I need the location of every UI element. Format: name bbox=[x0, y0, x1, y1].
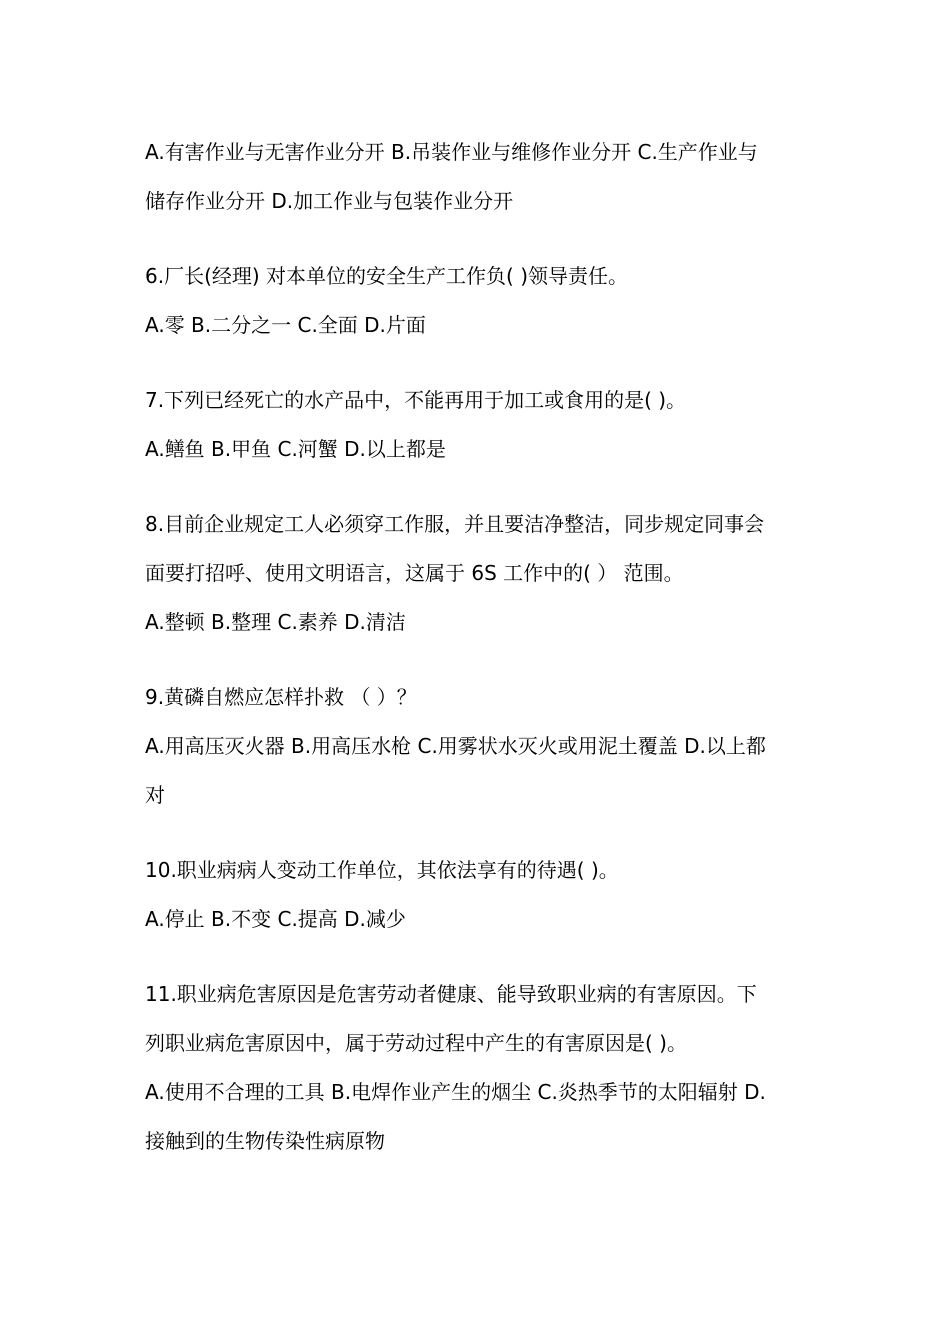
question-10 bbox=[145, 846, 810, 944]
question-text: 9.黄磷自燃应怎样扑救 （ ）？ bbox=[145, 685, 417, 709]
question-options: A.停止 B.不变 C.提高 D.减少 bbox=[145, 907, 406, 931]
question-7 bbox=[145, 376, 810, 474]
question-9 bbox=[145, 673, 810, 820]
question-options: A.鳝鱼 B.甲鱼 C.河蟹 D.以上都是 bbox=[145, 437, 446, 461]
question-options: A.整顿 B.整理 C.素养 D.清洁 bbox=[145, 610, 406, 634]
question-options: 对 bbox=[145, 783, 165, 807]
question-text: 面要打招呼、使用文明语言，这属于 6S 工作中的( ） 范围。 bbox=[145, 561, 684, 585]
question-text: 6.厂长(经理) 对本单位的安全生产工作负( )领导责任。 bbox=[145, 264, 629, 288]
question-text: 7.下列已经死亡的水产品中，不能再用于加工或食用的是( )。 bbox=[145, 388, 687, 412]
question-options: 接触到的生物传染性病原物 bbox=[145, 1129, 385, 1153]
question-6 bbox=[145, 252, 810, 350]
question-text: 11.职业病危害原因是危害劳动者健康、能导致职业病的有害原因。下 bbox=[145, 982, 757, 1006]
question-8 bbox=[145, 500, 810, 647]
question-11 bbox=[145, 970, 810, 1166]
question-options: A.使用不合理的工具 B.电焊作业产生的烟尘 C.炎热季节的太阳辐射 D. bbox=[145, 1080, 766, 1104]
question-options: A.零 B.二分之一 C.全面 D.片面 bbox=[145, 313, 426, 337]
question-text: 8.目前企业规定工人必须穿工作服，并且要洁净整洁，同步规定同事会 bbox=[145, 512, 765, 536]
question-text: 10.职业病病人变动工作单位，其依法享有的待遇( )。 bbox=[145, 858, 619, 882]
text-line: A.有害作业与无害作业分开 B.吊装作业与维修作业分开 C.生产作业与 bbox=[145, 140, 758, 164]
question-text: 列职业病危害原因中，属于劳动过程中产生的有害原因是( )。 bbox=[145, 1031, 687, 1055]
question-options: A.用高压灭火器 B.用高压水枪 C.用雾状水灭火或用泥土覆盖 D.以上都 bbox=[145, 734, 766, 758]
question-5-options bbox=[145, 128, 810, 226]
document-page bbox=[145, 128, 810, 1166]
text-line: 储存作业分开 D.加工作业与包装作业分开 bbox=[145, 189, 514, 213]
